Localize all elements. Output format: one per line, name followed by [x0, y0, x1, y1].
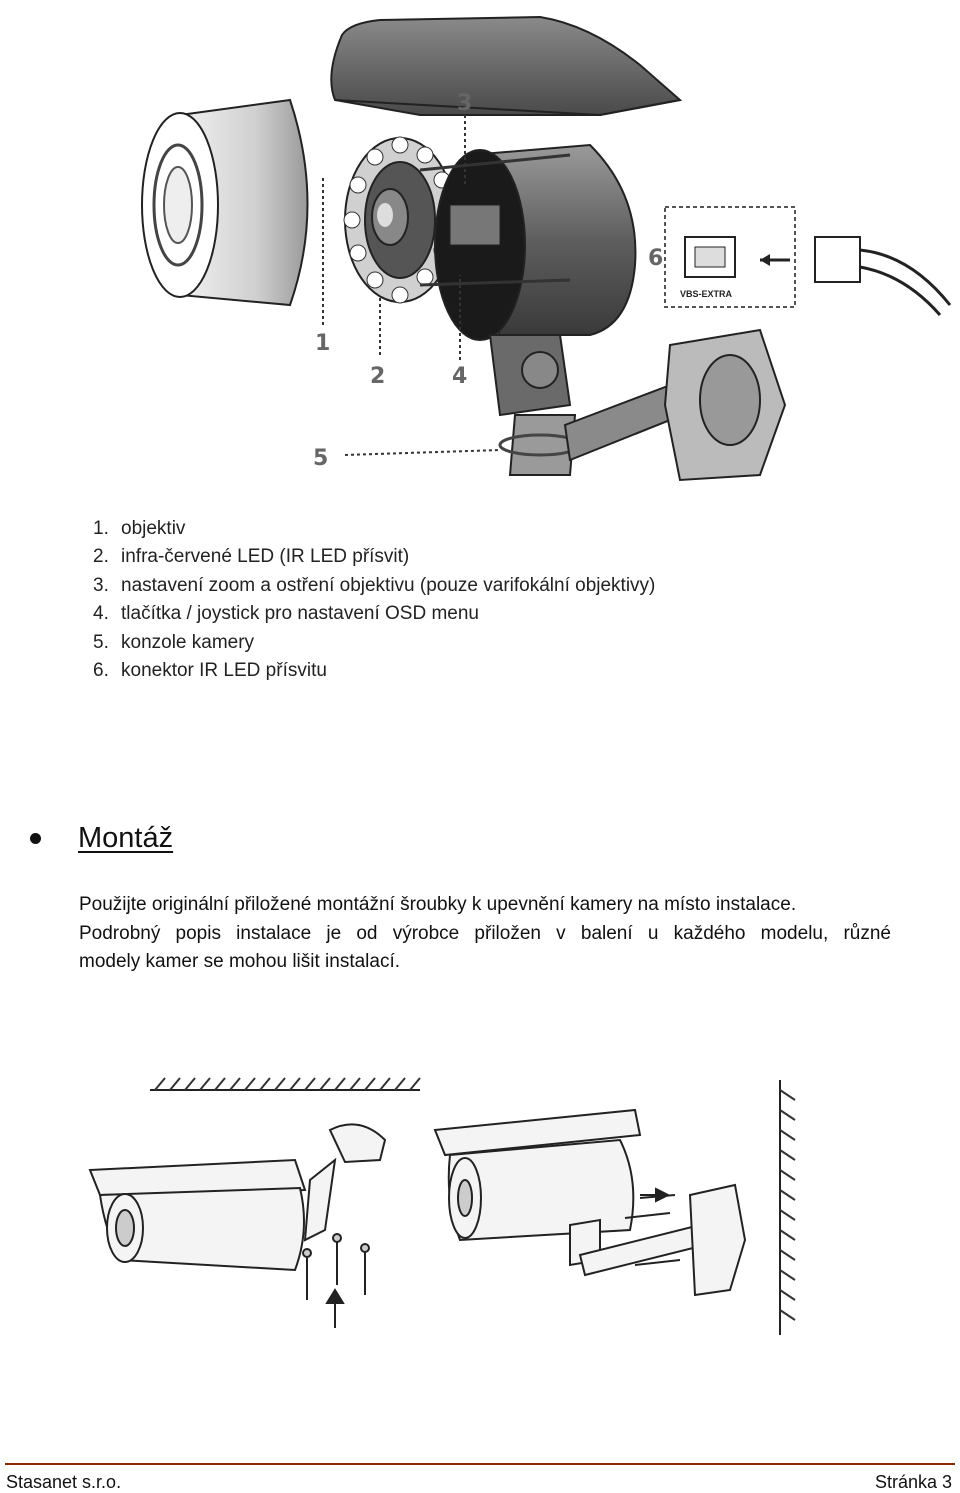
bullet-icon	[30, 833, 41, 844]
list-item: 2. infra-červené LED (IR LED přísvit)	[93, 546, 410, 568]
label-1: 1	[315, 331, 331, 356]
body-paragraph	[79, 891, 891, 977]
section-heading	[30, 822, 173, 855]
screws-upward	[303, 1234, 369, 1328]
connector-label: VBS-EXTRA	[680, 289, 733, 299]
footer-company: Stasanet s.r.o.	[6, 1472, 122, 1492]
label-2: 2	[370, 364, 386, 389]
body-line: modely kamer se mohou lišit instalací.	[79, 951, 401, 972]
wall-hatch	[780, 1080, 795, 1335]
camera-body	[420, 145, 635, 340]
list-item: 1. objektiv	[93, 518, 186, 539]
label-6: 6	[648, 246, 664, 271]
ceiling-camera	[90, 1124, 385, 1270]
list-item: 6. konektor IR LED přísvitu	[93, 660, 327, 682]
label-5: 5	[313, 446, 329, 471]
vbs-extra-connector	[665, 207, 950, 315]
section-title: Montáž	[78, 822, 174, 854]
parts-list	[93, 515, 655, 685]
footer-page-number: Stránka 3	[874, 1472, 952, 1492]
installation-diagram	[80, 1070, 840, 1340]
wall-camera	[435, 1110, 745, 1295]
ceiling-hatch	[150, 1078, 420, 1090]
label-3: 3	[457, 91, 473, 116]
camera-exploded-diagram	[120, 5, 960, 495]
body-line: Podrobný popis instalace je od výrobce přiložen v balení u každého modelu, různé	[79, 922, 891, 944]
camera-bracket	[490, 330, 785, 480]
body-line: Použijte originální přiložené montážní šroubky k upevnění kamery na místo instalace.	[79, 894, 797, 915]
front-tube	[142, 100, 308, 305]
list-item: 3. nastavení zoom a ostření objektivu (pouze varifokální objektivy)	[93, 574, 656, 596]
label-4: 4	[452, 364, 468, 389]
list-item: 4. tlačítka / joystick pro nastavení OSD menu	[93, 603, 479, 625]
list-item: 5. konzole kamery	[93, 631, 255, 653]
footer-rule	[5, 1463, 955, 1465]
sun-shield	[331, 17, 680, 115]
